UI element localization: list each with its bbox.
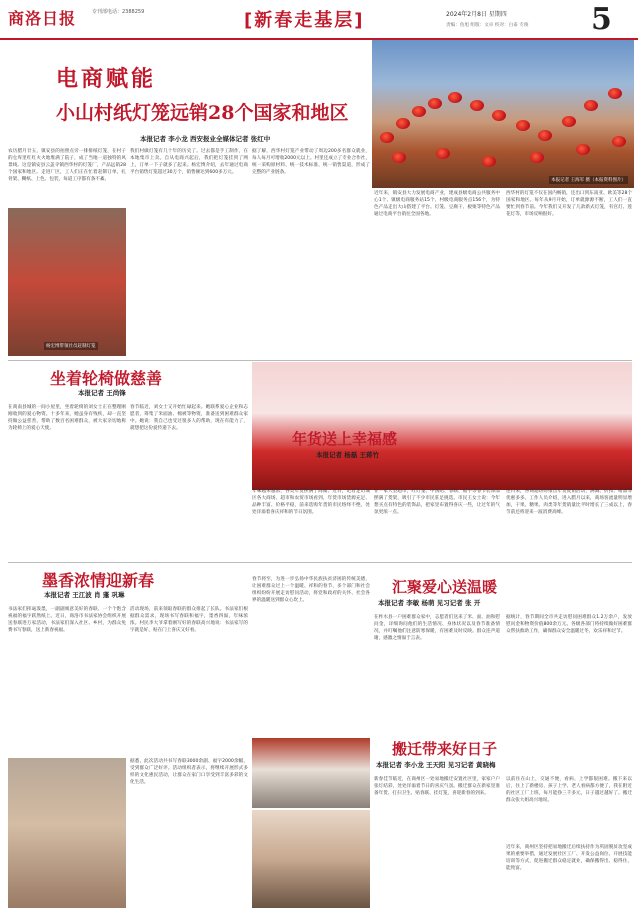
lantern-photo <box>372 40 634 188</box>
article6-text-col1: 新春佳节临近，在商州区一处易地搬迁安置社区里，家家户户张灯结彩，处处洋溢着节日的喜庆气氛。搬迁群众在新家里准备年货、打扫卫生、贴春联、挂灯笼，喜迎新春的到来。 <box>374 777 500 797</box>
issue-info: 专刊部电话：2388259 <box>92 9 145 15</box>
article2-text-col1: 在商南县城的一间小屋里，坐着轮椅的刘女士正在整理刚刚收到的爱心物资。十多年来，她虽身有残疾，却一直坚持做公益慈善，帮助了数百名困难群众，被大家亲切地称为轮椅上的爱心天使。 <box>8 405 126 432</box>
article1-text-col1: 农历腊月廿五，镇安县的拍照点旁一排排纸灯笼，在村子的仓库里红红火火地堆满了院子，成了当地一道独特的风景线。这是镇安县云盖寺镇西华村的灯笼厂，产品远销28个国家和地区。走进厂区，工人们正在忙着赶制订单，扎骨架、糊纸、上色、包装，每道工序都有条不紊。 <box>8 149 126 183</box>
workers-photo <box>8 208 126 356</box>
article3-title: 年货送上幸福感 <box>292 430 398 448</box>
article5-byline: 本报记者 李敏 杨萌 见习记者 张 开 <box>378 599 481 607</box>
section-divider <box>8 360 632 361</box>
article4-title: 墨香浓情迎新春 <box>42 571 155 590</box>
new-year-market-photo <box>252 362 632 490</box>
article4-text-col1: 书法家们挥毫泼墨，一副副寓意美好的春联、一个个饱含祝福的福字跃然纸上。近日，商洛市书法家协会组织开展送春联进万家活动，书法家们深入社区、乡村，为群众免费书写春联，送上新春祝福。 <box>8 607 126 634</box>
publication-date: 2024年2月8日 星期四 <box>446 11 507 18</box>
calligraphy-photo <box>8 758 126 908</box>
article2-text-col2: 春节临近，刘女士又开始忙碌起来。她联系爱心企业和志愿者，筹集了米面油、棉被等物资，准备送到困难群众家中。她说：我自己也受过很多人的帮助，现在有能力了，就想把这份爱传递下去。 <box>130 405 248 432</box>
article6-byline: 本报记者 李小龙 王天阳 见习记者 黄晓梅 <box>376 761 496 769</box>
article4-text-col2: 活动现场，前来领取春联的群众排起了长队。书法家们根据群众需求，现场书写春联和福字，墨香四溢，年味浓浓。村民李大爷拿着刚写好的春联高兴地说：书法家写的字就是好，贴在门上喜庆又好看。 <box>130 607 248 634</box>
article3-text-col1: 年味越来越浓，各类年货摆满了商铺。近日，记者走访城区各大商场、超市和农贸市场看到，年货市场货源充足、品种丰富、价格平稳，前来选购年货的市民络绎不绝，处处洋溢着喜庆祥和的节日氛围。 <box>252 489 370 516</box>
editor-credits: 责编：鱼旭 组版：文卓 校对：白泰 专俊 <box>446 23 529 28</box>
relocation-photo-2 <box>252 810 370 908</box>
newspaper-logo: 商洛日报 <box>8 9 77 28</box>
article5-title: 汇聚爱心送温暖 <box>392 578 498 596</box>
masthead <box>0 0 638 40</box>
workers-photo-caption: 杨宏博带领社员赶制灯笼 <box>46 344 96 349</box>
section-divider-2 <box>8 562 632 563</box>
article3-byline: 本报记者 杨磊 王蒋竹 <box>316 451 380 459</box>
article3-text-col2: 在一家大型超市，红灯笼、中国结、春联、福字等春节装饰品摆满了货架，吸引了不少市民驻足挑选。市民王女士说：今年想买点有特色的装饰品，把家里布置得喜庆一些，让过年的气氛更浓一点。 <box>374 489 500 516</box>
lantern-photo-caption: 本报记者 王海军 摄（本报资料图片） <box>551 178 626 183</box>
article6-text-col2: 以前住在山上，交通不便，看病、上学都很困难。搬下来以后，住上了新楼房，孩子上学、老人看病都方便了，我在附近的社区工厂上班，每月能挣三千多元，日子越过越好了。搬迁群众张大姐高兴地说。 <box>506 777 632 804</box>
article3-text-col3: 连日来，各商超纷纷推出年货促销活动，满减、折扣、赠品等优惠多多。工作人员介绍，进入腊月以来，商场客流量明显增加，干果、糖果、肉类等年货销量比平时增长了三成以上，春节前还将迎来一波消费高峰。 <box>506 489 632 516</box>
article1-text-col4: 近年来，镇安县大力发展电商产业，建成县级电商公共服务中心1个、镇级电商服务站15个、村级电商服务点156个，为特色产品走出大山搭建了平台。灯笼、豆腐干、板栗等特色产品通过电商平台销往全国各地。 <box>374 191 500 218</box>
article1-kicker: 电商赋能 <box>56 66 157 92</box>
page-number: 5 <box>591 2 612 37</box>
article6-text-col3: 近年来，商州区坚持把易地搬迁后续扶持作为巩固脱贫攻坚成果的重要举措，通过发展社区工厂、开发公益岗位、开展技能培训等方式，促进搬迁群众稳定就业，确保搬得出、稳得住、能致富。 <box>506 845 632 872</box>
article6-title: 搬迁带来好日子 <box>392 740 498 758</box>
article1-byline: 本报记者 李小龙 西安报业全媒体记者 张红中 <box>140 135 271 143</box>
article1-text-col5: 西华村的灯笼不仅在国内畅销，还出口到东南亚、欧美等28个国家和地区。每年从9月开始，订单就源源不断，工人们一直要忙到春节前。今年我们又开发了几款新式灯笼，有宫灯、莲花灯等，市场反响很好。 <box>506 191 632 218</box>
article5-text-col2: 在柞水县一户困难群众家中，志愿者们送来了米、面、油和慰问金，详细询问他们的生活情况、身体状况以及春节准备情况，并叮嘱他们注意防寒保暖，有困难及时反映。群众连声道谢，感激之情溢于言表。 <box>374 615 500 642</box>
section-title: [新春走基层] <box>244 10 365 31</box>
article1-text-col3: 据了解，西华村灯笼产业带动了周边200多名群众就业，每人每月可增收2000元以上。村里还成立了专业合作社，统一采购原材料、统一技术标准、统一销售渠道，形成了完整的产业链条。 <box>252 149 370 176</box>
relocation-photo-1 <box>252 738 370 808</box>
article2-byline: 本报记者 王尚锋 <box>78 389 126 397</box>
article1-text-col2: 我们村做灯笼有几十年的历史了。过去都是手工制作，在本地集市上卖。自从电商兴起后，我们把灯笼挂到了网上，订单一下子就多了起来。杨宏博介绍，去年通过电商平台销售灯笼超过30万个，销售额达到600多万元。 <box>130 149 248 176</box>
article1-title: 小山村纸灯笼远销28个国家和地区 <box>56 102 349 124</box>
article4-text-col3: 据悉，此次活动共书写春联3000余副、福字2000余幅，受到群众广泛好评。活动组织者表示，将继续开展形式多样的文化惠民活动，让群众在家门口享受到丰富多彩的文化生活。 <box>130 759 248 786</box>
article4-byline: 本报记者 王江波 肖 蓬 巩琳 <box>44 591 125 599</box>
article5-text-col1: 春节将至，为进一步弘扬中华民族扶贫济困的传统美德，让困难群众过上一个温暖、祥和的春节，多个部门和社会组织纷纷开展走访慰问活动，将党和政府的关怀、社会各界的温暖送到群众心坎上。 <box>252 577 370 604</box>
article2-title: 坐着轮椅做慈善 <box>50 369 163 388</box>
article5-text-col3: 据统计，春节期间全市共走访慰问困难群众1.2万余户，发放慰问金和物资价值800余万元。各级各部门将持续做好困难群众帮扶救助工作，确保群众安全温暖过冬、欢乐祥和过节。 <box>506 615 632 635</box>
